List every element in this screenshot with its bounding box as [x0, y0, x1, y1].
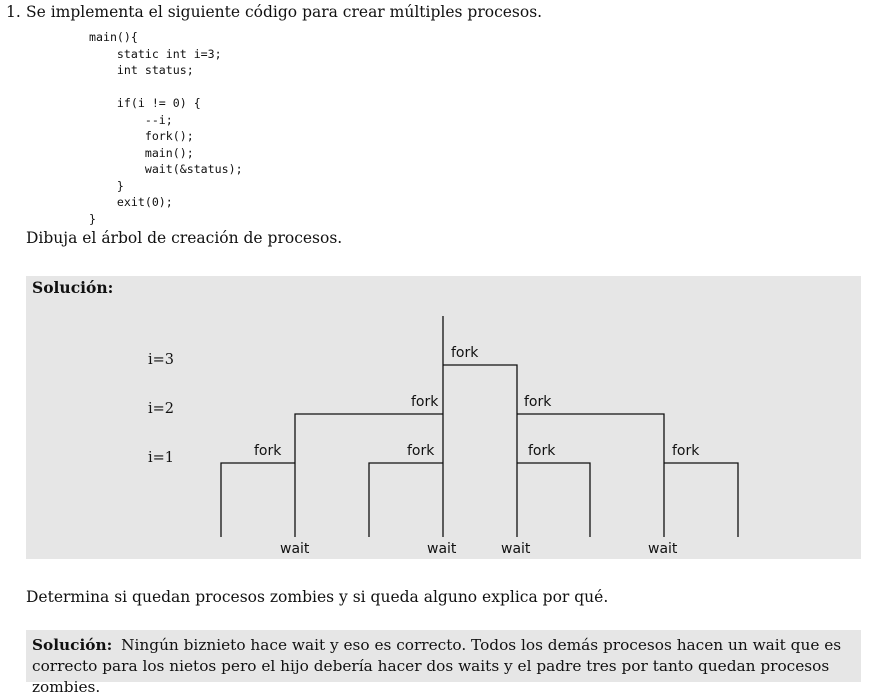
fork-label: fork	[524, 394, 552, 410]
question-number: 1.	[6, 3, 21, 21]
code-block: main(){ static int i=3; int status; if(i != 0) { --i; fork(); main(); wait(&status); } exit(0); }	[89, 30, 243, 226]
solution-title: Solución:	[32, 278, 114, 297]
question2-text: Determina si quedan procesos zombies y si queda alguno explica por qué.	[26, 588, 609, 606]
fork-label: fork	[411, 394, 439, 410]
fork-i3-branch	[443, 365, 517, 537]
wait-label: wait	[280, 541, 310, 557]
fork-i1-d-branch	[664, 463, 738, 537]
tree-lines	[221, 316, 738, 537]
question-intro: Se implementa el siguiente código para crear múltiples procesos.	[26, 3, 543, 21]
task-text: Dibuja el árbol de creación de procesos.	[26, 229, 343, 247]
fork-i1-a-branch	[221, 463, 295, 537]
fork-label: fork	[407, 443, 435, 459]
fork-i1-c-branch	[517, 463, 590, 537]
fork-label: fork	[528, 443, 556, 459]
level-label-i3: i=3	[148, 352, 175, 368]
wait-label: wait	[648, 541, 678, 557]
wait-label: wait	[427, 541, 457, 557]
solution2-title: Solución:	[32, 636, 113, 654]
fork-i1-b-branch	[369, 463, 443, 537]
solution2-paragraph	[32, 635, 858, 698]
fork-label: fork	[451, 345, 479, 361]
solution-box-zombies	[26, 630, 861, 696]
wait-label: wait	[501, 541, 531, 557]
fork-label: fork	[254, 443, 282, 459]
fork-label: fork	[672, 443, 700, 459]
level-label-i2: i=2	[148, 401, 175, 417]
level-label-i1: i=1	[148, 450, 175, 466]
solution2-text: Ningún biznieto hace wait y eso es correcto. Todos los demás procesos hacen un wait que es correcto para los nietos pero el hijo debería hacer dos waits y el padre tres por tanto quedan procesos zombies.	[32, 636, 842, 696]
